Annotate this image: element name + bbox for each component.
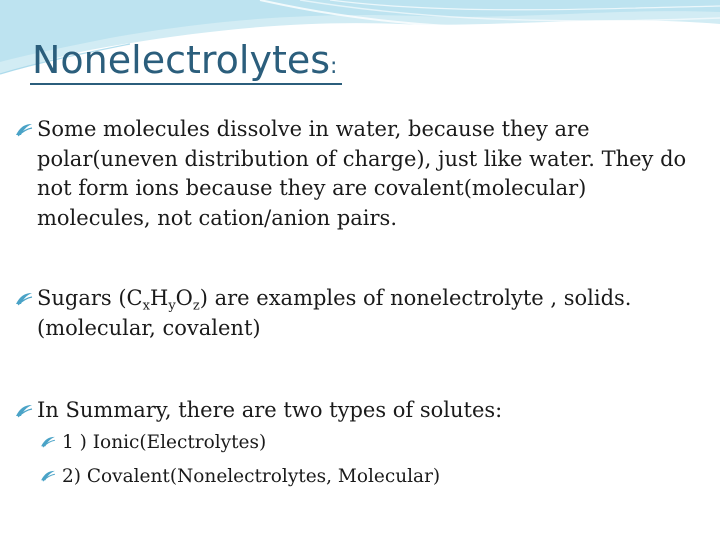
wave-bullet-icon bbox=[40, 470, 56, 482]
bullet-text bbox=[15, 284, 705, 343]
subscript-z: z bbox=[192, 298, 200, 314]
sub-bullet-item-2 bbox=[40, 464, 700, 490]
formula-h: H bbox=[149, 286, 169, 310]
sub-bullet-text: 2) Covalent(Nonelectrolytes, Molecular) bbox=[62, 466, 441, 487]
sub-bullet-item-1 bbox=[40, 430, 700, 456]
bullet-text: In Summary, there are two types of solutes: bbox=[37, 398, 503, 422]
wave-bullet-icon bbox=[15, 123, 33, 137]
sugar-description: ) are examples of nonelectrolyte , solids. (molecular, covalent) bbox=[37, 286, 632, 340]
bullet-item-3 bbox=[15, 396, 705, 426]
title-text: Nonelectrolytes bbox=[32, 38, 331, 82]
subscript-y: y bbox=[168, 298, 176, 314]
bullet-item-1 bbox=[15, 115, 705, 233]
formula-o: O bbox=[175, 286, 193, 310]
sub-bullet-text: 1 ) Ionic(Electrolytes) bbox=[62, 432, 267, 453]
wave-bullet-icon bbox=[15, 292, 33, 306]
subscript-x: x bbox=[142, 298, 150, 314]
wave-bullet-icon bbox=[40, 436, 56, 448]
sugar-formula-prefix: Sugars (C bbox=[37, 286, 143, 310]
bullet-item-2 bbox=[15, 284, 705, 343]
title-colon: : bbox=[330, 54, 338, 79]
wave-bullet-icon bbox=[15, 404, 33, 418]
bullet-text: Some molecules dissolve in water, because they are polar(uneven distribution of charge), just like water. They do not form ions because they are covalent(molecular) molecules, not cation/anion pairs. bbox=[37, 117, 687, 230]
